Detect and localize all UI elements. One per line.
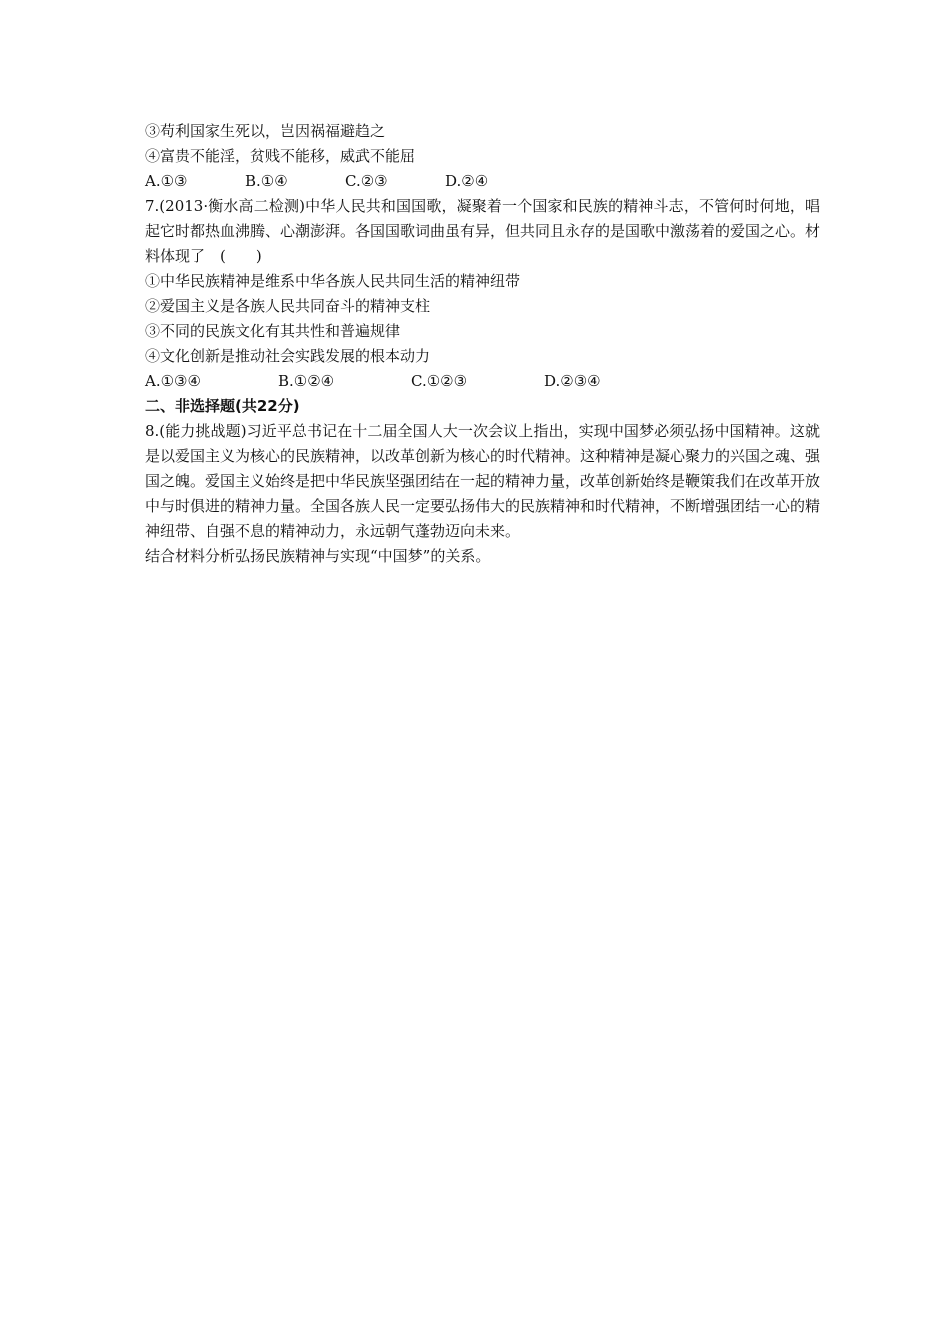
q7-option-d: D.②③④ [544, 372, 601, 390]
section-heading: 二、非选择题(共22分) [145, 397, 300, 415]
q6-option-a: A.①③ [145, 172, 188, 190]
q7-options [145, 369, 820, 394]
q6-options [145, 169, 820, 194]
q6-option-b: B.①④ [245, 172, 288, 190]
q8-question: 结合材料分析弘扬民族精神与实现“中国梦”的关系。 [145, 547, 491, 565]
q6-option-d: D.②④ [445, 172, 489, 190]
q7-statement-2: ②爱国主义是各族人民共同奋斗的精神支柱 [145, 297, 431, 315]
q7-stem: 7.(2013·衡水高二检测)中华人民共和国国歌，凝聚着一个国家和民族的精神斗志，不管何时何地，唱起它时都热血沸腾、心潮澎湃。各国国歌词曲虽有异，但共同且永存的是国歌中激荡着的爱国之心。材料体现了 ( ) [145, 197, 821, 265]
q7-statement-3: ③不同的民族文化有其共性和普遍规律 [145, 322, 401, 340]
document-content [145, 119, 820, 569]
q6-statement-3: ③苟利国家生死以，岂因祸福避趋之 [145, 122, 386, 140]
q8-stem: 8.(能力挑战题)习近平总书记在十二届全国人大一次会议上指出，实现中国梦必须弘扬中国精神。这就是以爱国主义为核心的民族精神，以改革创新为核心的时代精神。这种精神是凝心聚力的兴国之魂、强国之魄。爱国主义始终是把中华民族坚强团结在一起的精神力量，改革创新始终是鞭策我们在改革开放中与时俱进的精神力量。全国各族人民一定要弘扬伟大的民族精神和时代精神，不断增强团结一心的精神纽带、自强不息的精神动力，永远朝气蓬勃迈向未来。 [145, 422, 821, 540]
q7-option-c: C.①②③ [411, 372, 468, 390]
q7-option-a: A.①③④ [145, 372, 201, 390]
q7-statement-4: ④文化创新是推动社会实践发展的根本动力 [145, 347, 431, 365]
q6-statement-4: ④富贵不能淫，贫贱不能移，威武不能屈 [145, 147, 416, 165]
q7-statement-1: ①中华民族精神是维系中华各族人民共同生活的精神纽带 [145, 272, 521, 290]
q6-option-c: C.②③ [345, 172, 388, 190]
q7-option-b: B.①②④ [278, 372, 335, 390]
